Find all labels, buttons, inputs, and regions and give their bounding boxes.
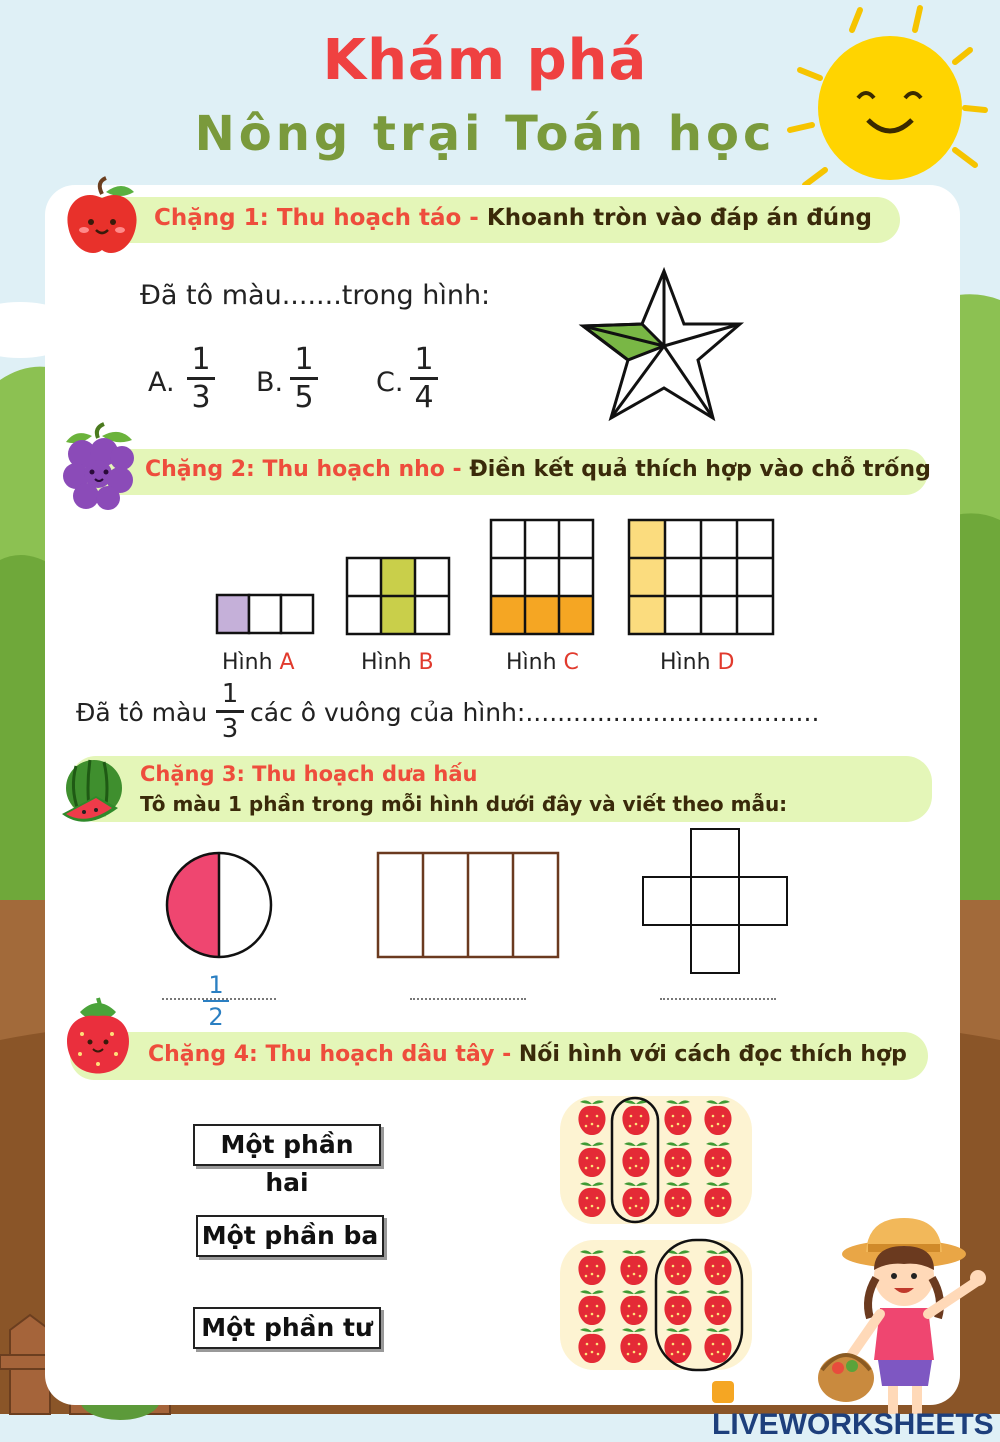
reading-one-quarter[interactable]: Một phần tư — [193, 1307, 381, 1349]
strawberry-group-bottom[interactable] — [558, 1238, 754, 1372]
option-a-num: 1 — [191, 342, 211, 377]
liveworksheets-logo — [712, 1374, 1000, 1442]
stage1-instruction: Khoanh tròn vào đáp án đúng — [486, 205, 873, 231]
figure-label-prefix: Hình — [222, 650, 280, 675]
watermelon-icon — [56, 752, 136, 832]
answer-line-rectangle[interactable] — [410, 998, 526, 1000]
figure-a-grid — [215, 593, 315, 635]
figure-label-letter: B — [418, 650, 434, 675]
star-figure — [578, 266, 748, 424]
stage4-label: Chặng 4: Thu hoạch dâu tây - — [148, 1042, 519, 1067]
option-a-letter[interactable]: A. — [148, 367, 175, 398]
strawberry-group-top[interactable] — [558, 1094, 754, 1226]
figure-d-label — [660, 650, 735, 675]
figure-label-prefix: Hình — [660, 650, 718, 675]
stage3-label: Chặng 3: Thu hoạch dưa hấu — [140, 762, 478, 786]
stage1-question: Đã tô màu.......trong hình: — [140, 280, 491, 311]
option-c-fraction[interactable] — [410, 342, 438, 415]
stage3-instruction: Tô màu 1 phần trong mỗi hình dưới đây và viết theo mẫu: — [140, 792, 788, 816]
stage4-instruction: Nối hình với cách đọc thích hợp — [518, 1042, 907, 1067]
figure-b-grid — [345, 556, 451, 636]
stage1-title — [154, 205, 872, 231]
page-title: Khám phá — [322, 28, 648, 93]
sample-fraction — [203, 972, 229, 1030]
figure-label-letter: A — [279, 650, 295, 675]
fraction-bar — [216, 710, 244, 713]
option-b-num: 1 — [294, 342, 314, 377]
figure-label-prefix: Hình — [506, 650, 564, 675]
stage2-fraction — [216, 680, 244, 743]
watermark-text: LIVEWORKSHEETS — [712, 1408, 994, 1441]
stage2-label: Chặng 2: Thu hoạch nho - — [145, 457, 470, 482]
answer-line-cross[interactable] — [660, 998, 776, 1000]
figure-label-letter: D — [717, 650, 735, 675]
figure-d-grid — [627, 518, 775, 636]
option-b-fraction[interactable] — [290, 342, 318, 415]
reading-one-half[interactable]: Một phần hai — [193, 1124, 381, 1166]
cross-figure[interactable] — [641, 827, 791, 975]
figure-c-label — [506, 650, 579, 675]
grape-icon — [62, 422, 136, 514]
figure-b-label — [361, 650, 434, 675]
figure-c-grid — [489, 518, 595, 636]
figure-a-label — [222, 650, 295, 675]
liveworksheets-icon — [712, 1381, 734, 1403]
stage2-question-prefix: Đã tô màu — [76, 698, 208, 727]
option-b-den: 5 — [294, 380, 314, 415]
circle-figure[interactable] — [164, 850, 274, 960]
apple-icon — [64, 178, 140, 258]
stage1-label: Chặng 1: Thu hoạch táo - — [154, 205, 487, 231]
sample-fraction-num: 1 — [208, 971, 224, 999]
sample-fraction-den: 2 — [208, 1003, 224, 1031]
rectangle-4-parts-figure[interactable] — [376, 851, 560, 959]
figure-label-prefix: Hình — [361, 650, 419, 675]
strawberry-icon — [60, 994, 136, 1086]
option-c-den: 4 — [414, 380, 434, 415]
figure-label-letter: C — [563, 650, 579, 675]
reading-one-third[interactable]: Một phần ba — [196, 1215, 384, 1257]
option-a-fraction[interactable] — [187, 342, 215, 415]
option-c-letter[interactable]: C. — [376, 367, 404, 398]
page-subtitle: Nông trại Toán học — [194, 106, 776, 162]
stage2-title — [145, 457, 931, 482]
stage2-answer-blank[interactable]: các ô vuông của hình:..................................... — [250, 698, 820, 727]
option-b-letter[interactable]: B. — [256, 367, 284, 398]
stage2-fraction-den: 3 — [221, 714, 239, 744]
option-c-num: 1 — [414, 342, 434, 377]
stage4-title — [148, 1042, 907, 1067]
stage2-instruction: Điền kết quả thích hợp vào chỗ trống — [469, 457, 931, 482]
option-a-den: 3 — [191, 380, 211, 415]
fraction-bar — [203, 1000, 229, 1002]
stage2-fraction-num: 1 — [221, 679, 239, 709]
